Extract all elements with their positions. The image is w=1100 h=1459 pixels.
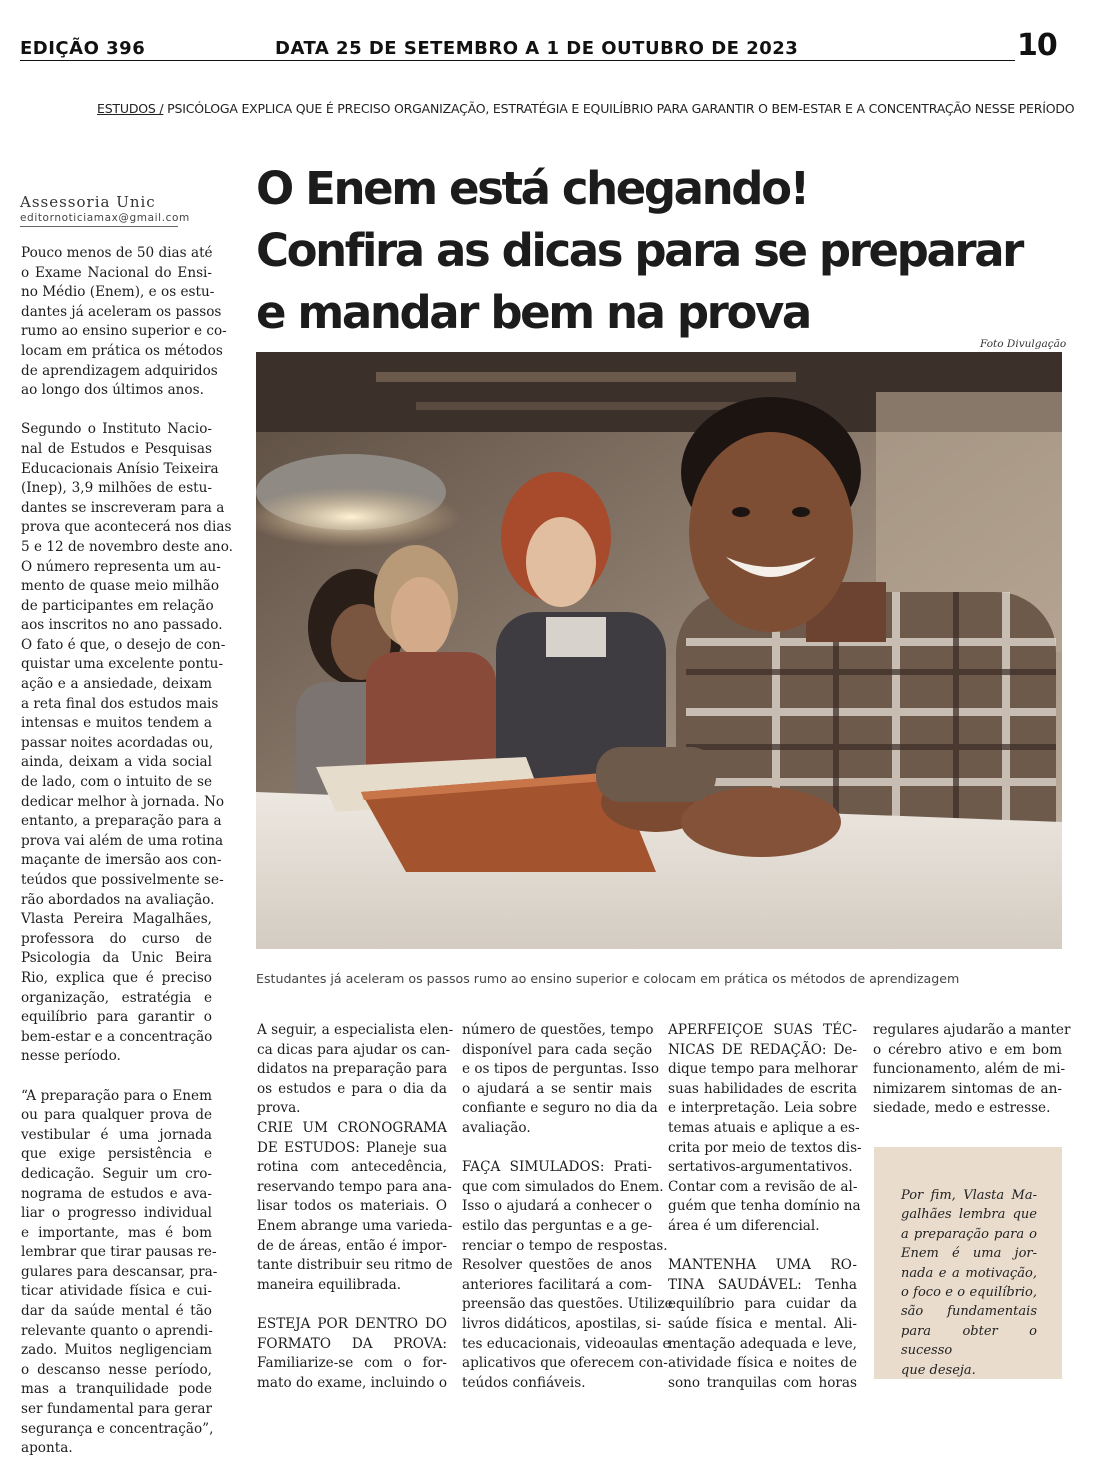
quote-line: para obter o sucesso xyxy=(901,1323,1037,1359)
text-line: suas habilidades de escrita xyxy=(668,1080,857,1097)
text-line: que exige persistência e xyxy=(21,1146,212,1163)
text-line: mato do exame, incluindo o xyxy=(257,1374,447,1391)
photo-credit: Foto Divulgação xyxy=(980,338,1067,350)
text-line: dedicação. Seguir um cro- xyxy=(21,1165,212,1182)
text-line: Contar com a revisão de al- xyxy=(668,1178,858,1195)
text-line: dar da saúde mental é tão xyxy=(21,1303,212,1320)
quote-line: são fundamentais xyxy=(901,1304,1037,1320)
text-line: O fato é que, o desejo de con- xyxy=(21,636,226,653)
text-line: disponível para cada seção xyxy=(462,1041,652,1058)
text-line: Rio, explica que é preciso xyxy=(21,969,212,986)
text-line: sertativos-argumentativos. xyxy=(668,1159,853,1176)
text-line: relevante quanto o aprendi- xyxy=(21,1322,213,1339)
text-line: de participantes em relação xyxy=(21,597,214,614)
text-line: o descanso nesse período, xyxy=(21,1361,212,1378)
text-line: livros didáticos, apostilas, si- xyxy=(462,1315,662,1332)
text-line: saúde física e mental. Ali- xyxy=(668,1315,857,1332)
text-line: o Exame Nacional do Ensi- xyxy=(21,264,212,281)
text-line: área é um diferencial. xyxy=(668,1217,820,1234)
text-line: rão abordados na avaliação. xyxy=(21,891,215,908)
text-line: o ajudará a se sentir mais xyxy=(462,1080,652,1097)
text-line: ser fundamental para gerar xyxy=(21,1401,212,1418)
text-line: mentação adequada e leve, xyxy=(668,1335,857,1352)
text-line: lisar todos os materiais. O xyxy=(257,1198,447,1215)
quote-line: o Enem é uma jor- xyxy=(901,1226,1037,1262)
text-line: dique tempo para melhorar xyxy=(668,1061,858,1078)
text-line: temas atuais e aplique a es- xyxy=(668,1119,860,1136)
text-line: estilo das perguntas e a ge- xyxy=(462,1217,653,1234)
text-line: de aprendizagem adquiridos xyxy=(21,362,218,379)
text-line: guém que tenha domínio na xyxy=(668,1198,861,1215)
text-line: ainda, deixam a vida social xyxy=(21,754,212,771)
text-line: e interpretação. Leia sobre xyxy=(668,1100,857,1117)
column-4 xyxy=(668,1021,862,1393)
text-line: quistar uma excelente pontu- xyxy=(21,656,224,673)
paragraph xyxy=(873,1021,1071,1119)
text-line: ESTEJA POR DENTRO DO xyxy=(257,1315,447,1332)
text-line: renciar o tempo de respostas. xyxy=(462,1237,668,1254)
paragraph xyxy=(257,1315,447,1393)
column-1 xyxy=(21,244,233,1459)
text-line: Vlasta Pereira Magalhães, xyxy=(21,911,212,928)
byline-rule xyxy=(20,226,178,227)
text-line: locam em prática os métodos xyxy=(21,342,223,359)
text-line: dantes se inscreveram para a xyxy=(21,499,225,516)
text-line: ca dicas para ajudar os can- xyxy=(257,1041,451,1058)
paragraph xyxy=(21,244,227,401)
photo-caption: Estudantes já aceleram os passos rumo ao ensino superior e colocam em prática os métodos de aprendizagem xyxy=(256,971,960,986)
text-line: teúdos confiáveis. xyxy=(462,1374,586,1391)
text-line: e importante, mas é bom xyxy=(21,1224,212,1241)
text-line: A seguir, a especialista elen- xyxy=(257,1022,454,1038)
header-rule xyxy=(20,60,1015,61)
text-line: didatos na preparação para xyxy=(257,1061,448,1078)
quote-line: que deseja. xyxy=(901,1362,976,1378)
text-line: maneira equilibrada. xyxy=(257,1276,402,1293)
text-line: aplicativos que oferecem con- xyxy=(462,1355,668,1372)
text-line: crita por meio de textos dis- xyxy=(668,1139,862,1156)
text-line: MANTENHA UMA RO- xyxy=(668,1257,857,1274)
text-line: liar o progresso individual xyxy=(21,1205,212,1222)
students-photo-illustration xyxy=(256,352,1062,949)
text-line: CRIE UM CRONOGRAMA xyxy=(257,1119,447,1136)
text-line: regulares ajudarão a manter xyxy=(873,1022,1071,1038)
headline-line: Confira as dicas para se preparar xyxy=(256,224,1022,277)
headline-line: O Enem está chegando! xyxy=(256,162,808,215)
text-line: Familiarize-se com o for- xyxy=(257,1355,447,1372)
text-line: de de áreas, então é impor- xyxy=(257,1237,447,1254)
text-line: que com simulados do Enem. xyxy=(462,1178,664,1195)
column-2 xyxy=(257,1021,454,1393)
pull-quote xyxy=(901,1186,1037,1380)
text-line: nimizarem sintomas de an- xyxy=(873,1080,1062,1097)
text-line: organização, estratégia e xyxy=(21,989,212,1006)
paragraph xyxy=(462,1021,660,1139)
kicker-text: PSICÓLOGA EXPLICA QUE É PRECISO ORGANIZAÇÃO, ESTRATÉGIA E EQUILÍBRIO PARA GARANTIR O BEM-ESTAR E A CONCENTRAÇÃO NESSE PERÍODO xyxy=(163,101,1075,116)
text-line: gulares para descansar, pra- xyxy=(21,1263,218,1280)
column-3 xyxy=(462,1021,673,1393)
text-line: tes educacionais, videoaulas e xyxy=(462,1335,671,1352)
text-line: ao longo dos últimos anos. xyxy=(21,382,204,399)
text-line: tante distribuir seu ritmo de xyxy=(257,1257,453,1274)
text-line: nograma de estudos e ava- xyxy=(21,1185,212,1202)
text-line: prova vai além de uma rotina xyxy=(21,832,224,849)
headline xyxy=(256,158,1022,344)
text-line: preensão das questões. Utilize xyxy=(462,1296,673,1313)
text-line: DE ESTUDOS: Planeje sua xyxy=(257,1139,447,1156)
text-line: nesse período. xyxy=(21,1048,121,1065)
page-number: 10 xyxy=(1017,28,1057,63)
section-name[interactable]: ESTUDOS / xyxy=(97,101,164,116)
text-line: ou para qualquer prova de xyxy=(21,1107,212,1124)
text-line: Psicologia da Unic Beira xyxy=(21,950,212,967)
text-line: mas a tranquilidade pode xyxy=(21,1381,212,1398)
section-kicker xyxy=(97,101,1074,116)
text-line: bem-estar e a concentração xyxy=(21,1028,213,1045)
paragraph xyxy=(257,1021,454,1295)
text-line: no Médio (Enem), e os estu- xyxy=(21,284,215,301)
quote-line: o foco e o equilíbrio, xyxy=(901,1285,1037,1301)
text-line: Isso o ajudará a conhecer o xyxy=(462,1198,652,1215)
text-line: vestibular é uma jornada xyxy=(21,1126,212,1143)
text-line: prova que acontecerá nos dias xyxy=(21,519,232,536)
text-line: aponta. xyxy=(21,1440,73,1457)
text-line: lembrar que tirar pausas re- xyxy=(21,1244,217,1261)
quote-line: Por fim, Vlasta Ma- xyxy=(901,1188,1037,1203)
text-line: dedicar melhor à jornada. No xyxy=(21,793,225,810)
text-line: dantes já aceleram os passos xyxy=(21,303,222,320)
text-line: número de questões, tempo xyxy=(462,1022,654,1038)
text-line: segurança e concentração”, xyxy=(21,1420,214,1437)
quote-line: a preparação para xyxy=(901,1226,1025,1242)
text-line: mento de quase meio milhão xyxy=(21,578,220,595)
text-line: Educacionais Anísio Teixeira xyxy=(21,460,219,477)
paragraph xyxy=(21,1087,218,1459)
text-line: atividade física e noites de xyxy=(668,1355,857,1372)
quote-line: galhães lembra que xyxy=(901,1207,1037,1223)
text-line: maçante de imersão aos con- xyxy=(21,852,222,869)
quote-line: nada e a motivação, xyxy=(901,1265,1037,1281)
text-line: APERFEIÇOE SUAS TÉC- xyxy=(668,1022,857,1038)
text-line: rumo ao ensino superior e co- xyxy=(21,323,227,340)
text-line: FAÇA SIMULADOS: Prati- xyxy=(462,1159,652,1176)
text-line: aos inscritos no ano passado. xyxy=(21,617,223,634)
text-line: o cérebro ativo e em bom xyxy=(873,1041,1062,1058)
text-line: siedade, medo e estresse. xyxy=(873,1100,1051,1117)
text-line: teúdos que possivelmente se- xyxy=(21,872,224,888)
text-line: reservando tempo para ana- xyxy=(257,1178,452,1195)
edition-label: EDIÇÃO 396 xyxy=(20,38,146,59)
text-line: sono tranquilas com horas xyxy=(668,1374,857,1391)
text-line: O número representa um au- xyxy=(21,558,221,575)
text-line: zado. Muitos negligenciam xyxy=(21,1342,212,1359)
text-line: a reta final dos estudos mais xyxy=(21,695,219,712)
text-line: Resolver questões de anos xyxy=(462,1257,652,1274)
paragraph xyxy=(462,1158,673,1393)
text-line: confiante e seguro no dia da xyxy=(462,1100,658,1117)
text-line: equilíbrio para cuidar da xyxy=(668,1296,857,1313)
text-line: ação e a ansiedade, deixam xyxy=(21,676,212,693)
paragraph xyxy=(668,1256,857,1393)
article-photo xyxy=(256,352,1062,949)
text-line: “A preparação para o Enem xyxy=(21,1087,212,1104)
text-line: FORMATO DA PROVA: xyxy=(257,1335,447,1352)
text-line: (Inep), 3,9 milhões de estu- xyxy=(21,480,212,497)
text-line: nal de Estudos e Pesquisas xyxy=(21,440,212,457)
issue-date: DATA 25 DE SETEMBRO A 1 DE OUTUBRO DE 2023 xyxy=(275,38,799,59)
headline-line: e mandar bem na prova xyxy=(256,286,810,339)
text-line: funcionamento, além de mi- xyxy=(873,1061,1066,1078)
text-line: equilíbrio para garantir o xyxy=(21,1009,212,1026)
byline-email[interactable]: editornoticiamax@gmail.com xyxy=(20,212,190,224)
text-line: Enem abrange uma varieda- xyxy=(257,1217,453,1234)
text-line: 5 e 12 de novembro deste ano. xyxy=(21,538,233,555)
text-line: ticar atividade física e cui- xyxy=(21,1283,212,1300)
text-line: Pouco menos de 50 dias até xyxy=(21,245,213,261)
byline-author: Assessoria Unic xyxy=(20,193,156,211)
text-line: anteriores facilitará a com- xyxy=(462,1276,652,1293)
text-line: NICAS DE REDAÇÃO: De- xyxy=(668,1041,857,1058)
paragraph xyxy=(668,1021,862,1237)
text-line: os estudos e para o dia da xyxy=(257,1080,447,1097)
text-line: intensas e muitos tendem a xyxy=(21,715,212,732)
column-5 xyxy=(873,1021,1071,1119)
text-line: rotina com antecedência, xyxy=(257,1159,447,1176)
text-line: de lado, com o intuito de se xyxy=(21,774,212,791)
text-line: prova. xyxy=(257,1100,301,1117)
text-line: e os tipos de perguntas. Isso xyxy=(462,1061,660,1078)
text-line: entanto, a preparação para a xyxy=(21,813,222,830)
text-line: TINA SAUDÁVEL: Tenha xyxy=(668,1276,857,1293)
paragraph xyxy=(21,420,233,1067)
text-line: Segundo o Instituto Nacio- xyxy=(21,421,212,438)
text-line: avaliação. xyxy=(462,1119,531,1136)
text-line: passar noites acordadas ou, xyxy=(21,734,214,751)
text-line: professora do curso de xyxy=(21,930,212,947)
